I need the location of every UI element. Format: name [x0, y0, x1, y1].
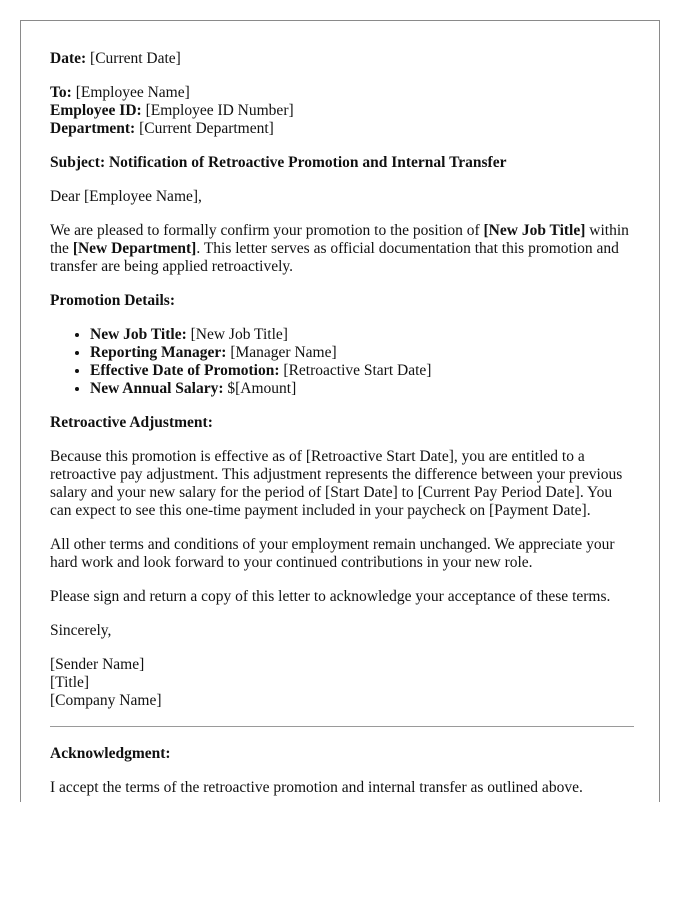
- acknowledgment-heading-text: Acknowledgment:: [50, 745, 171, 762]
- employee-id-line: [50, 102, 634, 120]
- intro-paragraph: [50, 222, 634, 276]
- promotion-details-list: [50, 326, 634, 398]
- recipient-block: [50, 84, 634, 138]
- detail-value: [Manager Name]: [226, 344, 337, 361]
- adjustment-paragraph: Because this promotion is effective as of [Retroactive Start Date], you are entitled to a retroactive pay adjustment. This adjustment represents the difference between your previous salary and your new salary for the period of [Start Date] to [Current Pay Period Date]. You can expect to see this one-time payment included in your paycheck on [Payment Date].: [50, 448, 623, 519]
- department-line: [50, 120, 634, 138]
- detail-value: $[Amount]: [223, 380, 297, 397]
- adjustment-heading: [50, 414, 634, 432]
- intro-text-1: We are pleased to formally confirm your promotion to the position of: [50, 222, 484, 239]
- sender-title: [Title]: [50, 674, 90, 691]
- subject-line: [50, 154, 634, 172]
- section-divider: [50, 726, 634, 727]
- detail-label: Reporting Manager:: [90, 344, 227, 361]
- to-value: [Employee Name]: [71, 84, 190, 101]
- sender-name: [Sender Name]: [50, 656, 145, 673]
- detail-value: [New Job Title]: [186, 326, 288, 343]
- intro-job-title: [New Job Title]: [483, 222, 586, 239]
- to-line: [50, 84, 634, 102]
- signature-block: [50, 656, 634, 710]
- intro-text-3: . This letter serves as official documentation that this promotion and transfer are being applied retroactively.: [50, 240, 619, 275]
- closing: Sincerely,: [50, 622, 112, 639]
- to-label: To:: [50, 84, 72, 101]
- detail-value: [Retroactive Start Date]: [279, 362, 432, 379]
- sign-request-paragraph: Please sign and return a copy of this letter to acknowledge your acceptance of these terms.: [50, 588, 611, 605]
- letter-content: [50, 50, 634, 802]
- adjustment-heading-text: Retroactive Adjustment:: [50, 414, 213, 431]
- company-name: [Company Name]: [50, 692, 162, 709]
- terms-paragraph: All other terms and conditions of your employment remain unchanged. We appreciate your hard work and look forward to your continued contributions in your new role.: [50, 536, 615, 571]
- employee-id-value: [Employee ID Number]: [141, 102, 294, 119]
- detail-label: New Annual Salary:: [90, 380, 224, 397]
- date-label: Date:: [50, 50, 87, 67]
- detail-label: Effective Date of Promotion:: [90, 362, 280, 379]
- detail-label: New Job Title:: [90, 326, 187, 343]
- detail-item-salary: [90, 380, 634, 398]
- date-line: [50, 50, 634, 68]
- department-label: Department:: [50, 120, 136, 137]
- acknowledgment-paragraph: I accept the terms of the retroactive promotion and internal transfer as outlined above.: [50, 779, 583, 796]
- intro-text-2: within the: [50, 222, 629, 257]
- intro-department: [New Department]: [72, 240, 197, 257]
- employee-id-label: Employee ID:: [50, 102, 142, 119]
- subject-text: Subject: Notification of Retroactive Promotion and Internal Transfer: [50, 154, 507, 171]
- detail-item-effective-date: [90, 362, 634, 380]
- department-value: [Current Department]: [135, 120, 274, 137]
- greeting: Dear [Employee Name],: [50, 188, 202, 205]
- letter-page: [20, 20, 660, 802]
- promotion-heading: [50, 292, 634, 310]
- date-value: [Current Date]: [86, 50, 181, 67]
- promotion-heading-text: Promotion Details:: [50, 292, 175, 309]
- detail-item-job-title: [90, 326, 634, 344]
- acknowledgment-heading: [50, 745, 634, 763]
- detail-item-manager: [90, 344, 634, 362]
